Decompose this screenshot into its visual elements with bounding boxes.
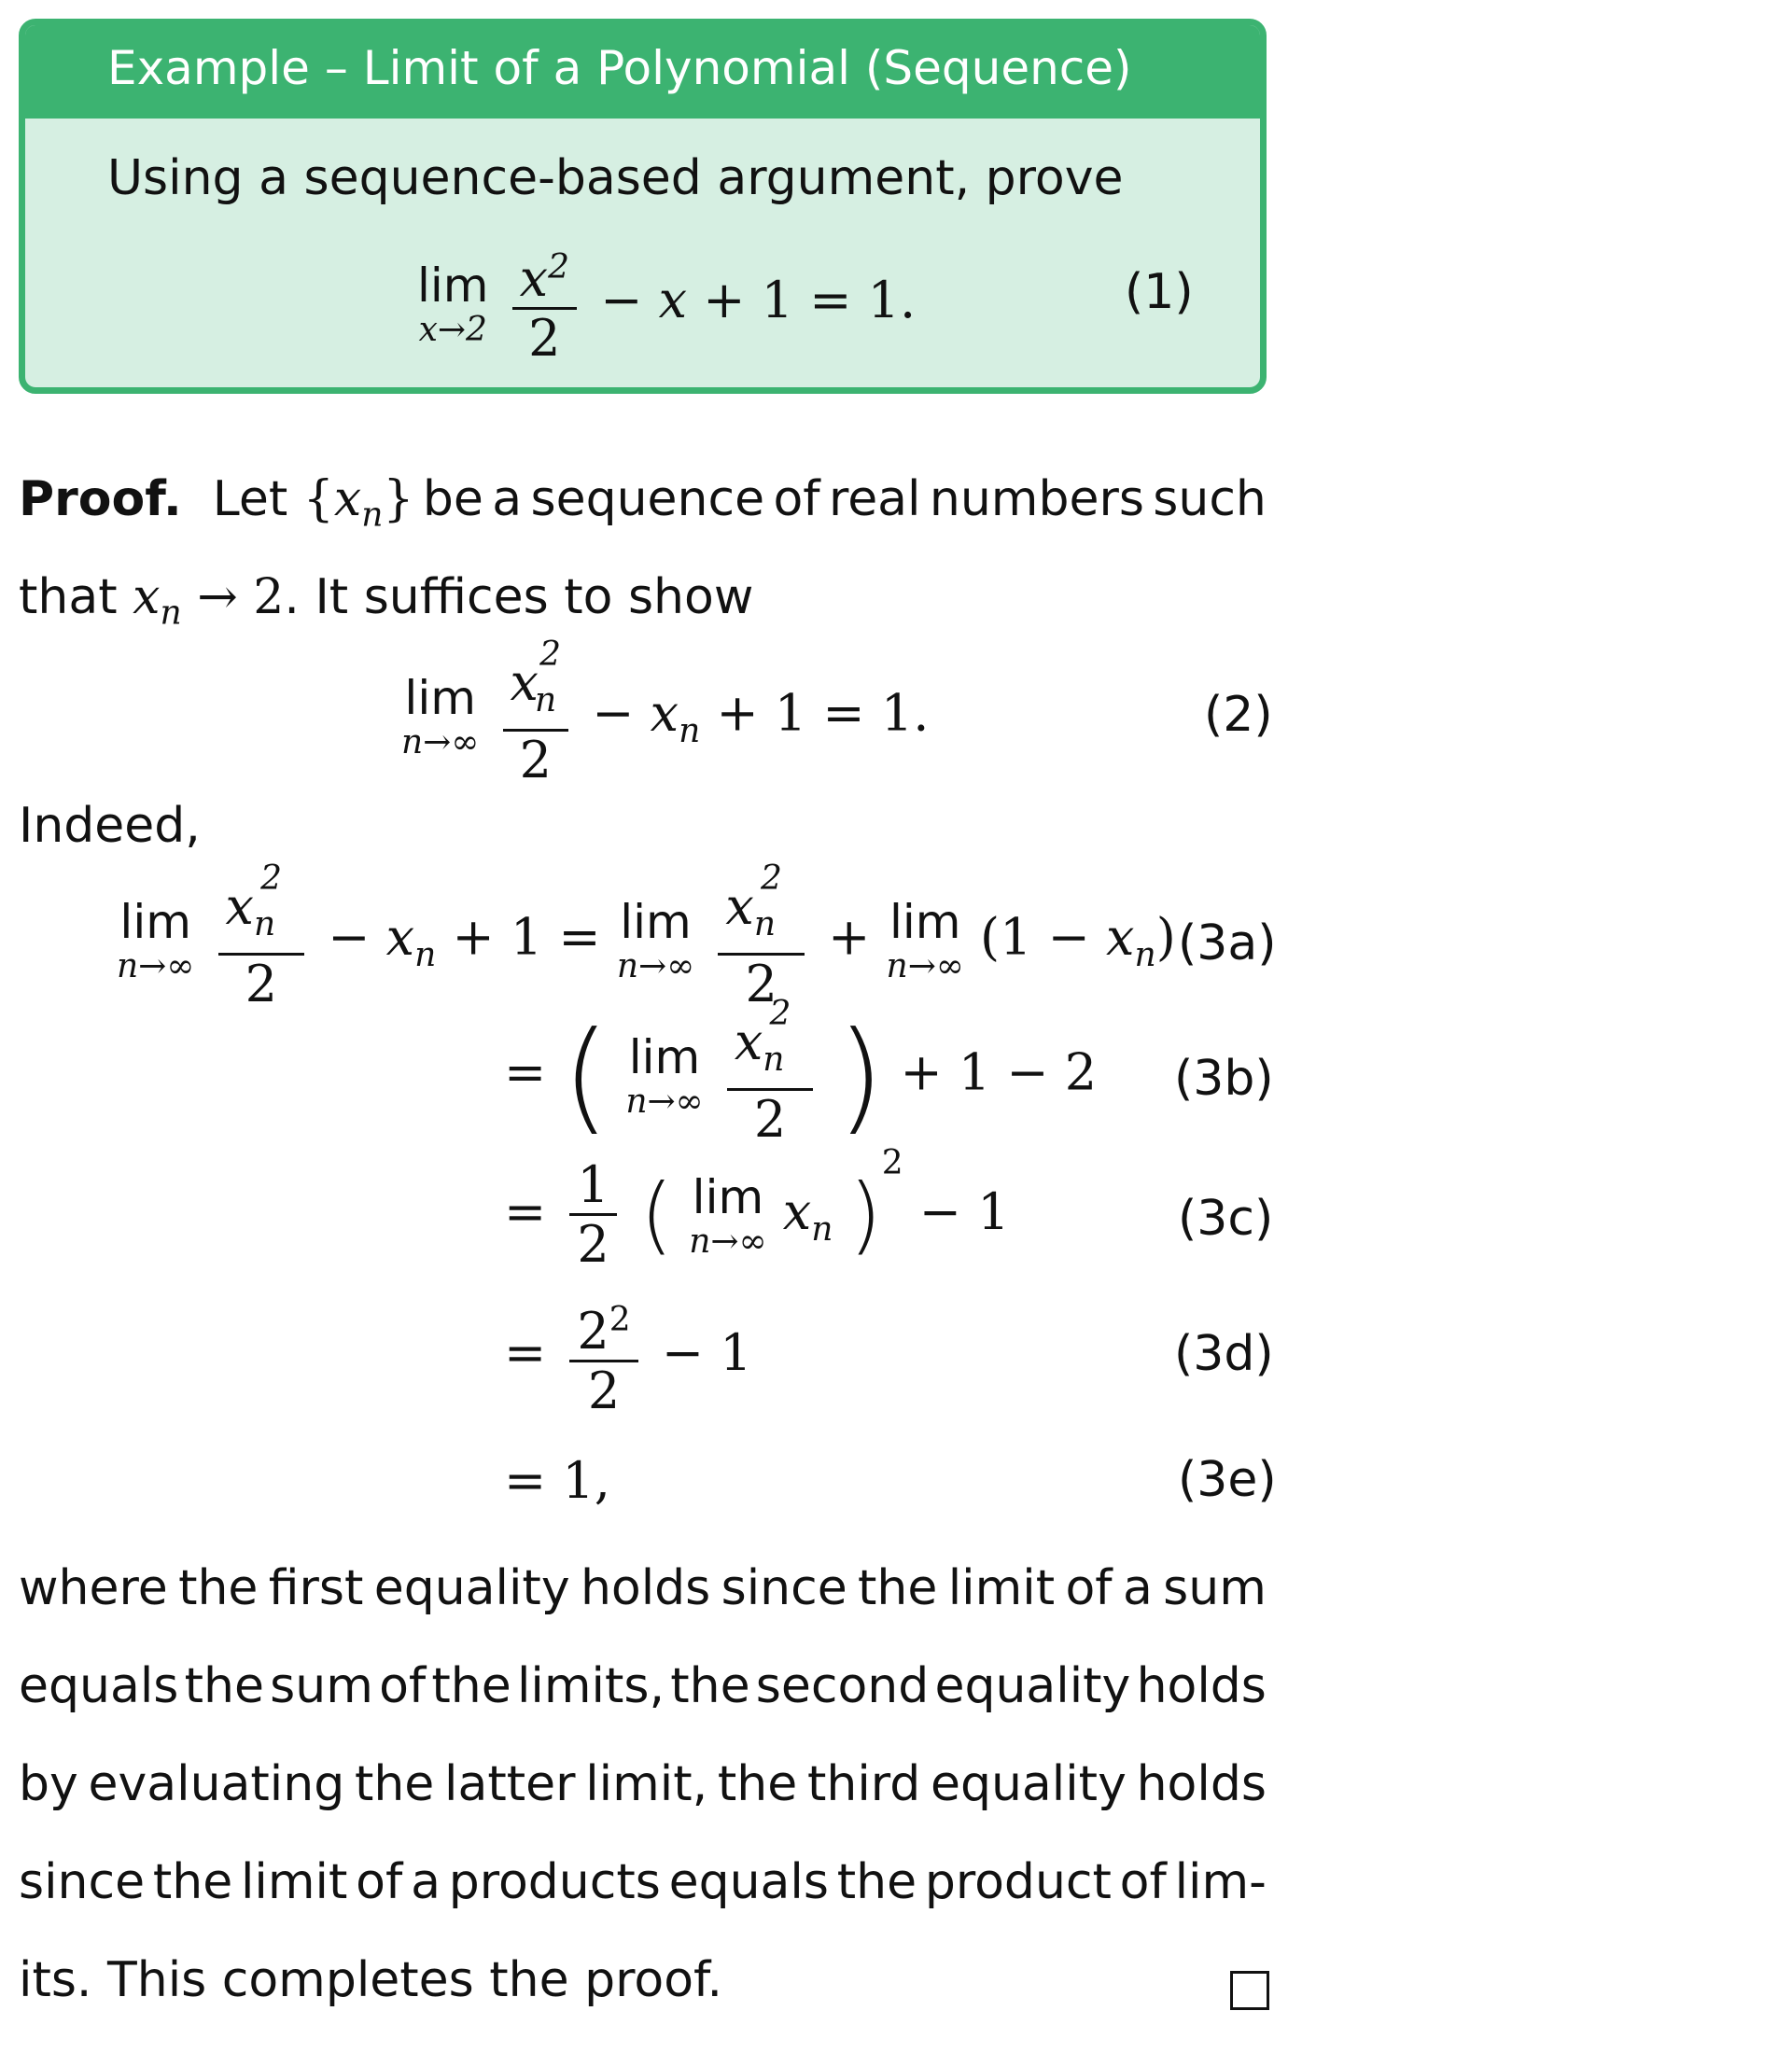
equation-3d: = $\frac{2^2}{2}$ − 1 [504, 1292, 752, 1420]
example-box [19, 19, 1267, 394]
qed-square-icon [1230, 1971, 1269, 2010]
para-line-2: equals the sum of the limits, the second equality holds [19, 1658, 1267, 1714]
proof-line-1: Proof. Let $\{x_n\}$ be a sequence of real numbers such [19, 471, 1267, 535]
para-line-1: where the first equality holds since the limit of a sum [19, 1560, 1267, 1616]
indeed-text: Indeed, [19, 798, 201, 854]
example-title: Example – Limit of a Polynomial (Sequence) [25, 25, 1260, 119]
equation-3a: lim n→∞ $\frac{x_n^2}{2}$ − $x_n + 1$ = lim n→∞ $\frac{x_n^2}{2}$ + lim n→∞ $(1 - x_n)$ [117, 859, 1176, 1013]
proof-label: Proof. [19, 471, 182, 527]
equation-2: lim n→∞ $\frac{x_n^2}{2}$ − $x_n + 1 = 1$. [401, 635, 930, 789]
equation-3c-number: (3c) [1178, 1191, 1274, 1247]
proof-line-2: that $x_n \to 2$. It suffices to show [19, 569, 754, 633]
equation-3e: = 1, [504, 1451, 610, 1510]
equation-1-number: (1) [1125, 264, 1194, 320]
equation-3b-number: (3b) [1174, 1051, 1274, 1107]
example-statement: Using a sequence-based argument, prove [107, 150, 1124, 206]
equation-3a-number: (3a) [1178, 915, 1277, 971]
suffices-text: It suffices to show [315, 569, 754, 625]
equation-1: lim x→2 $\frac{x^2}{2}$ − x + 1 = 1. [417, 240, 916, 368]
equation-3d-number: (3d) [1174, 1326, 1274, 1382]
para-last-line: its. This completes the proof. [19, 1952, 723, 2008]
para-line-4: since the limit of a products equals the product of lim- [19, 1854, 1267, 1910]
equation-3b: = ( lim n→∞ $\frac{x_n^2}{2}$ ) + 1 − 2 [504, 995, 1098, 1149]
equation-2-number: (2) [1204, 687, 1273, 743]
para-line-3: by evaluating the latter limit, the third equality holds [19, 1756, 1267, 1812]
equation-3e-number: (3e) [1178, 1452, 1277, 1508]
equation-3c: = $\frac{1}{2}$ ( lim n→∞ $x_n$ )$^2$ − 1 [504, 1144, 1010, 1274]
